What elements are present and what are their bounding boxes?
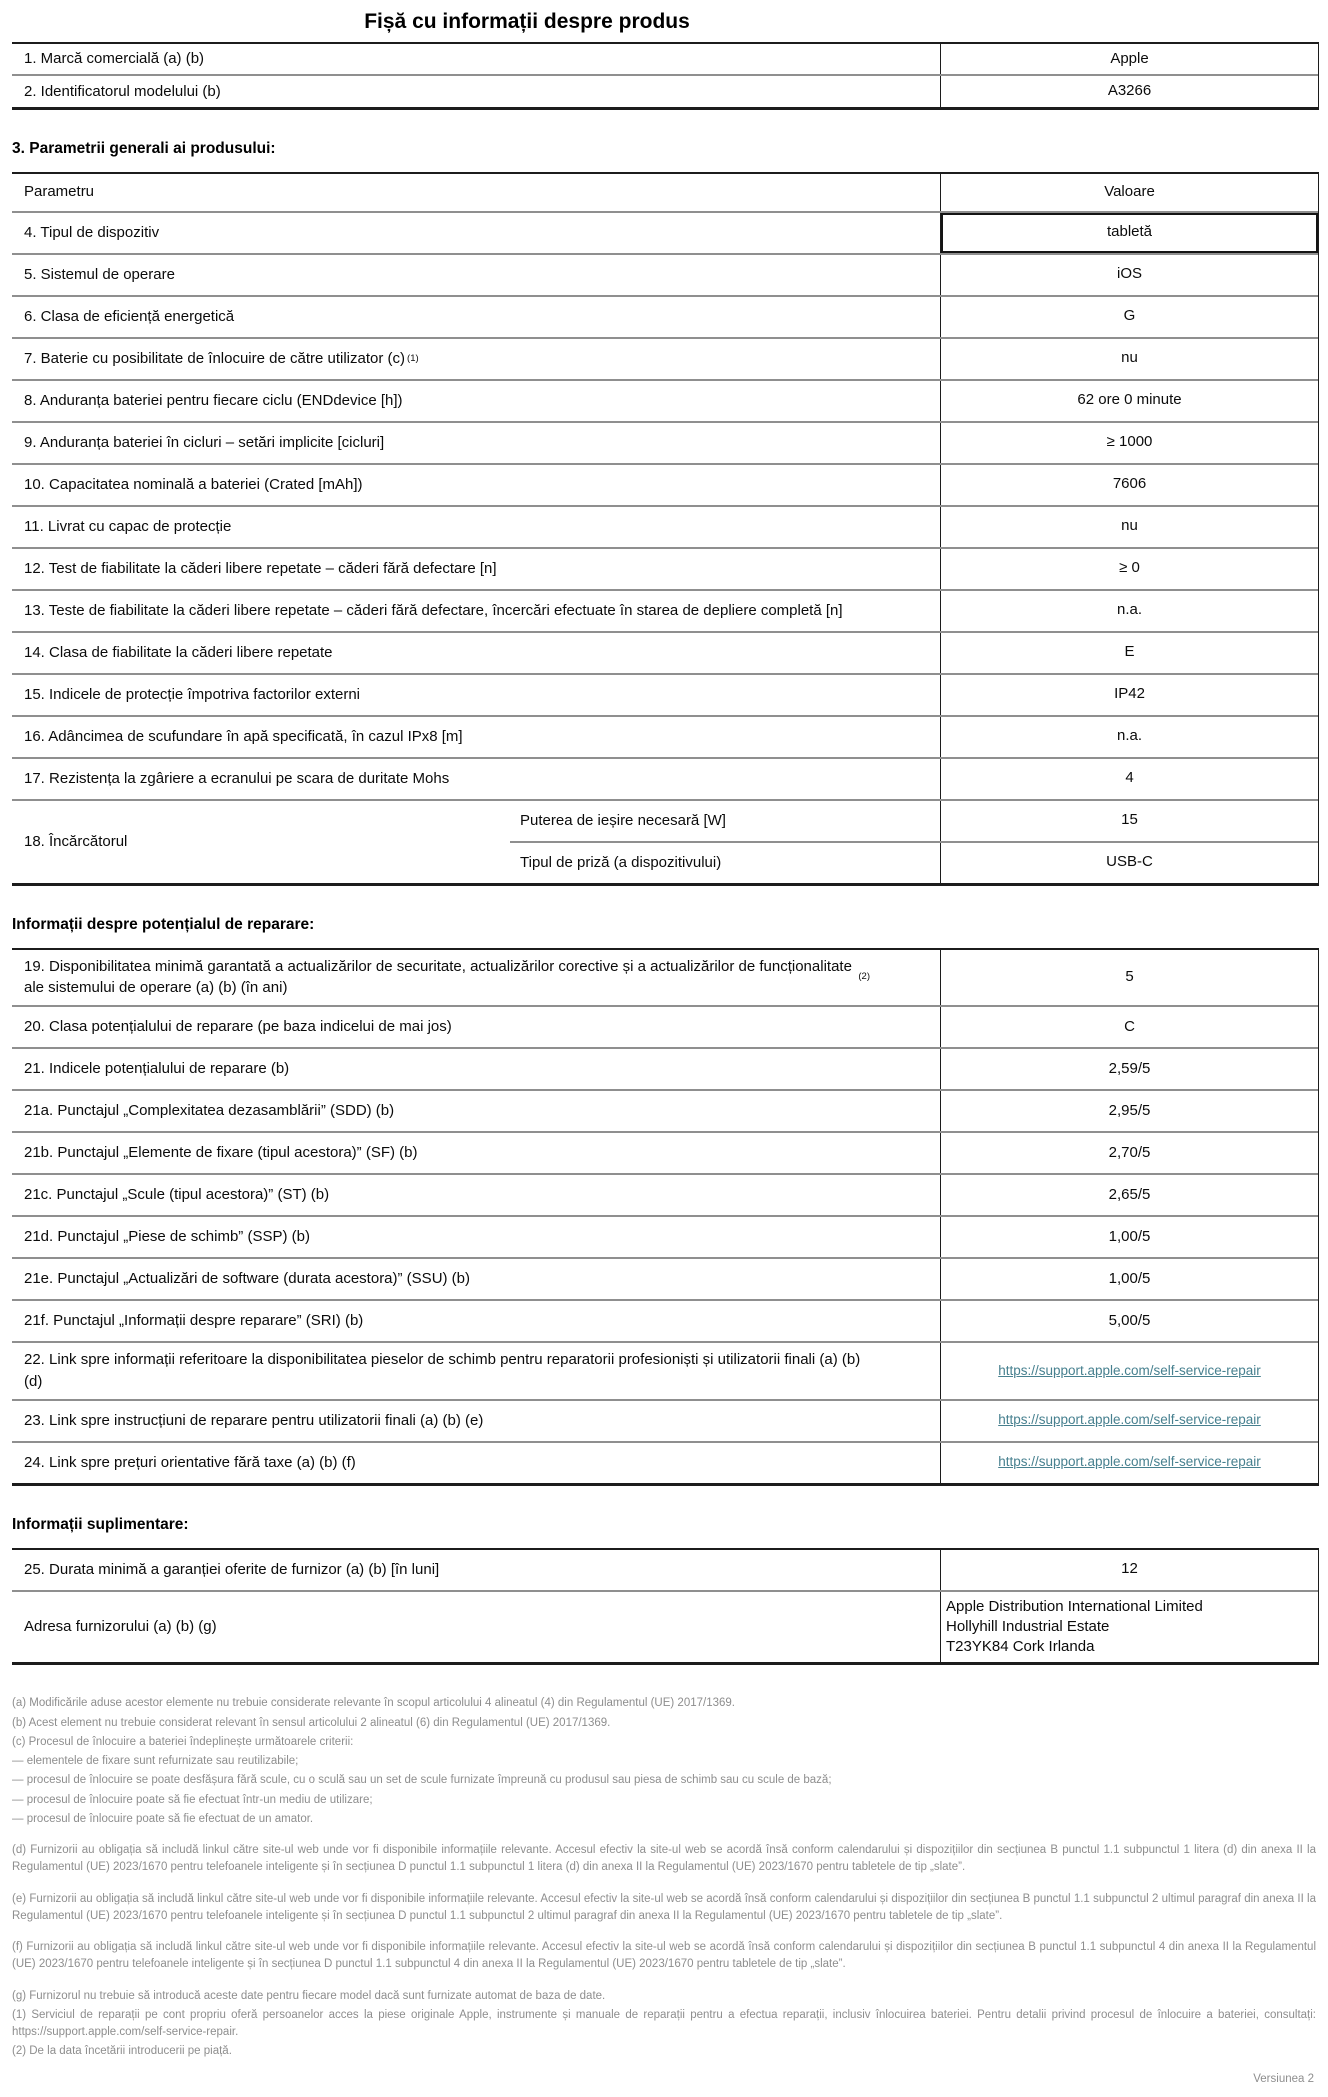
row-label: [12, 1133, 941, 1173]
row-value: 12: [1121, 1560, 1138, 1578]
table-row: [12, 44, 1318, 74]
row-label: [12, 549, 941, 589]
table-row: [12, 547, 1318, 589]
table-row: [12, 337, 1318, 379]
table-row: [12, 1257, 1318, 1299]
row-label-text: 22. Link spre informații referitoare la disponibilitatea pieselor de schimb pentru reparatorii profesioniști și utilizatorii finali (a) (b) (d): [24, 1351, 861, 1390]
table-row: [12, 1089, 1318, 1131]
charger-subrows: [510, 801, 1318, 883]
row-label: [12, 1550, 941, 1590]
row-label-text: 2. Identificatorul modelului (b): [24, 82, 221, 100]
row-value: C: [1124, 1017, 1135, 1035]
row-label-text: 16. Adâncimea de scufundare în apă specificată, în cazul IPx8 [m]: [24, 727, 463, 745]
data-table: [12, 1548, 1319, 1666]
row-label: [12, 297, 941, 337]
footnote: — elementele de fixare sunt refurnizate sau reutilizabile;: [12, 1755, 299, 1767]
row-label-text: 21e. Punctajul „Actualizări de software (durata acestora)” (SSU) (b): [24, 1270, 471, 1288]
row-value: n.a.: [1116, 727, 1143, 745]
footnote: — procesul de înlocuire se poate desfășura fără scule, cu o sculă sau un set de scule furnizate împreună cu produsul sau piesa de schimb sau cu scule de bază;: [12, 1774, 832, 1787]
footnote: — procesul de înlocuire poate să fie efectuat de un amator.: [12, 1812, 314, 1825]
row-label-text: 23. Link spre instrucțiuni de reparare pentru utilizatorii finali (a) (b) (e): [24, 1411, 484, 1429]
row-label-text: 14. Clasa de fiabilitate la căderi libere repetate: [24, 643, 333, 661]
row-label: [12, 801, 510, 883]
charger-subrow: [510, 841, 1318, 883]
table-row: [12, 799, 1318, 883]
tables-container: [12, 42, 1316, 1665]
row-label: [12, 1443, 941, 1483]
footnote: (e) Furnizorii au obligația să includă linkul către site-ul web unde vor fi disponibile informațiile relevante. Accesul efectiv la site-ul web se acordă însă conform calendarului și dispozițiilor din secțiunea B punctul 1.1 subpunctul 2 ultimul paragraf din anexa II la Regulamentul (UE) 2023/1670 pentru telefoanele inteligente și în secțiunea D punctul 1.1 subpunctul 2 ultimul paragraf din anexa II la Regulamentul (UE) 2023/1670 pentru tabletele de tip „slate”.: [12, 1892, 1316, 1922]
footnote: (d) Furnizorii au obligația să includă linkul către site-ul web unde vor fi disponibile informațiile relevante. Accesul efectiv la site-ul web se acordă însă conform calendarului și dispozițiilor din secțiunea B punctul 1.1 subpunctul 1 litera (d) din anexa II la Regulamentul (UE) 2023/1670 pentru telefoanele inteligente și în secțiunea D punctul 1.1 subpunctul 1 litera (d) din anexa II la Regulamentul (UE) 2023/1670 pentru tabletele de tip „slate”.: [12, 1844, 1316, 1874]
subrow-label: Puterea de ieșire necesară [W]: [510, 801, 941, 841]
row-value: [941, 1401, 1318, 1441]
row-label-text: 19. Disponibilitatea minimă garantată a actualizărilor de securitate, actualizărilor corective și a actualizărilor de funcționalitate ale sistemului de operare (a) (b) (în ani): [24, 957, 852, 997]
row-value: nu: [1121, 517, 1138, 535]
row-label-text: 21. Indicele potențialului de reparare (b): [24, 1060, 290, 1078]
row-label: [12, 1217, 941, 1257]
row-value: 2,95/5: [1108, 1101, 1151, 1119]
row-label-text: 8. Anduranța bateriei pentru fiecare ciclu (ENDdevice [h]): [24, 391, 403, 409]
footnote: (g) Furnizorul nu trebuie să introducă aceste date pentru fiecare model dacă sunt furnizate automat de baza de date.: [12, 1989, 606, 2002]
row-value: 1,00/5: [1108, 1227, 1151, 1245]
charger-subrow: [510, 801, 1318, 841]
row-value: 2,59/5: [1108, 1059, 1151, 1077]
table-row: [12, 1399, 1318, 1441]
repair-link[interactable]: https://support.apple.com/self-service-repair: [998, 1454, 1261, 1470]
selected-value-box: tabletă: [941, 213, 1318, 253]
table-row: [12, 950, 1318, 1006]
table-row: [12, 379, 1318, 421]
repair-link[interactable]: https://support.apple.com/self-service-repair: [998, 1412, 1261, 1428]
row-label: [12, 1175, 941, 1215]
table-row: [12, 1299, 1318, 1341]
row-label: [12, 507, 941, 547]
row-label: [12, 1401, 941, 1441]
row-value: 2,70/5: [1108, 1143, 1151, 1161]
row-value: 2,65/5: [1108, 1185, 1151, 1203]
row-label-text: 21c. Punctajul „Scule (tipul acestora)” (ST) (b): [24, 1186, 330, 1204]
row-label: [12, 1091, 941, 1131]
table-row: [12, 1341, 1318, 1399]
repair-link[interactable]: https://support.apple.com/self-service-repair: [998, 1362, 1261, 1378]
table-row: [12, 1005, 1318, 1047]
column-header-row: [12, 174, 1318, 211]
table-row: [12, 295, 1318, 337]
row-label: [12, 633, 941, 673]
table-row: [12, 74, 1318, 106]
row-label-text: 21b. Punctajul „Elemente de fixare (tipul acestora)” (SF) (b): [24, 1144, 418, 1162]
row-label: [12, 339, 941, 379]
row-value: [941, 1592, 1318, 1663]
table-row: [12, 1550, 1318, 1590]
row-label: [12, 1301, 941, 1341]
row-value: ≥ 0: [1119, 559, 1140, 577]
section-heading: 3. Parametrii generali ai produsului:: [12, 139, 276, 157]
row-value: 7606: [1112, 475, 1147, 493]
row-value: [941, 1343, 1318, 1399]
address-line: T23YK84 Cork Irlanda: [946, 1638, 1095, 1655]
table-row: [12, 463, 1318, 505]
row-label-text: 13. Teste de fiabilitate la căderi libere repetate – căderi fără defectare, încercări efectuate în starea de depliere completă [n]: [24, 601, 843, 619]
row-value: iOS: [1116, 265, 1142, 283]
row-label-text: Adresa furnizorului (a) (b) (g): [24, 1618, 217, 1635]
row-label: [12, 759, 941, 799]
address-line: Apple Distribution International Limited: [946, 1597, 1203, 1615]
row-label: [12, 1259, 941, 1299]
row-label: [12, 44, 941, 74]
row-label-text: 4. Tipul de dispozitiv: [24, 223, 160, 241]
data-table: [12, 948, 1319, 1486]
row-value: G: [1123, 307, 1136, 325]
footnote-ref: (2): [858, 971, 870, 983]
row-label-text: 6. Clasa de eficiență energetică: [24, 307, 235, 325]
row-label: [12, 381, 941, 421]
row-label-text: 25. Durata minimă a garanției oferite de furnizor (a) (b) [în luni]: [24, 1560, 440, 1578]
row-value: n.a.: [1116, 601, 1143, 619]
row-label-text: 9. Anduranța bateriei în cicluri – setări implicite [cicluri]: [24, 433, 385, 451]
row-label: [12, 255, 941, 295]
row-value: 1,00/5: [1108, 1269, 1151, 1287]
version-label: Versiunea 2: [1253, 2072, 1314, 2085]
row-value: IP42: [1114, 685, 1145, 703]
subrow-label: Tipul de priză (a dispozitivului): [510, 843, 941, 883]
row-label: [12, 465, 941, 505]
column-header-param: Parametru: [12, 174, 941, 211]
footnotes-section: [12, 1695, 1316, 2060]
row-label: [12, 76, 941, 106]
row-value: 15: [1121, 811, 1138, 829]
table-row: [12, 1215, 1318, 1257]
row-label: [12, 675, 941, 715]
footnote: (c) Procesul de înlocuire a bateriei îndeplinește următoarele criterii:: [12, 1735, 354, 1748]
footnote: (2) De la data încetării introducerii pe piață.: [12, 2045, 232, 2058]
row-label-text: 1. Marcă comercială (a) (b): [24, 50, 205, 68]
footnote: (1) Serviciul de reparații pe cont propriu oferă persoanelor acces la piese originale Apple, instrumente și manuale de reparații pentru a efectua reparații, inclusiv înlocuirea bateriei. Pentru detalii privind procesul de înlocuire a bateriei, consultați: https://support.apple.com/self-service-repair.: [12, 2008, 1316, 2038]
page-title: Fișă cu informații despre produs: [364, 10, 690, 33]
footnote: (b) Acest element nu trebuie considerat relevant în sensul articolului 2 alineatul (6) din Regulamentul (UE) 2017/1369.: [12, 1716, 611, 1729]
row-value: A3266: [1107, 82, 1152, 100]
row-label-text: 21a. Punctajul „Complexitatea dezasamblării” (SDD) (b): [24, 1102, 395, 1120]
row-value: 5: [1125, 968, 1134, 986]
table-row: [12, 1131, 1318, 1173]
footnote-ref: (1): [407, 352, 419, 364]
column-header-value: Valoare: [1104, 182, 1155, 200]
footnote: — procesul de înlocuire poate să fie efectuat într-un mediu de utilizare;: [12, 1793, 373, 1806]
row-value: 62 ore 0 minute: [1077, 391, 1182, 409]
row-value: [941, 1443, 1318, 1483]
table-row: [12, 673, 1318, 715]
table-row: [12, 1173, 1318, 1215]
table-row: [12, 715, 1318, 757]
row-value: 5,00/5: [1108, 1311, 1151, 1329]
row-label: [12, 1343, 941, 1399]
row-label-text: 20. Clasa potențialului de reparare (pe baza indicelui de mai jos): [24, 1018, 452, 1036]
footnote: (a) Modificările aduse acestor elemente nu trebuie considerate relevante în scopul articolului 4 alineatul (4) din Regulamentul (UE) 2017/1369.: [12, 1697, 735, 1710]
row-label: [12, 1049, 941, 1089]
row-label: [12, 423, 941, 463]
data-table: [12, 42, 1319, 110]
table-row: [12, 211, 1318, 253]
table-row: [12, 631, 1318, 673]
footnote: (f) Furnizorii au obligația să includă linkul către site-ul web unde vor fi disponibile informațiile relevante. Accesul efectiv la site-ul web se acordă însă conform calendarului și dispozițiilor din secțiunea B punctul 1.1 subpunctul 4 din anexa II la Regulamentul (UE) 2023/1670 pentru telefoanele inteligente și în secțiunea D punctul 1.1 subpunctul 4 din anexa II la Regulamentul (UE) 2023/1670 pentru tabletele de tip „slate”.: [12, 1941, 1316, 1971]
row-label-text: 21f. Punctajul „Informații despre reparare” (SRI) (b): [24, 1312, 364, 1330]
table-row: [12, 1047, 1318, 1089]
row-label-text: 7. Baterie cu posibilitate de înlocuire de către utilizator (c): [24, 349, 406, 367]
row-label-text: 12. Test de fiabilitate la căderi libere repetate – căderi fără defectare [n]: [24, 559, 497, 577]
row-label-text: 18. Încărcătorul: [24, 832, 128, 850]
row-value: 4: [1125, 769, 1134, 787]
row-value: ≥ 1000: [1106, 433, 1153, 451]
table-row: [12, 589, 1318, 631]
row-label: [12, 1592, 941, 1663]
row-label-text: 10. Capacitatea nominală a bateriei (Crated [mAh]): [24, 475, 363, 493]
data-table: [12, 172, 1319, 886]
row-label-text: 5. Sistemul de operare: [24, 265, 175, 283]
address-line: Hollyhill Industrial Estate: [946, 1617, 1110, 1635]
row-label-text: 11. Livrat cu capac de protecție: [24, 517, 232, 535]
section-heading: Informații suplimentare:: [12, 1515, 189, 1533]
row-value: Apple: [1110, 50, 1149, 67]
row-label: [12, 717, 941, 757]
table-row: [12, 421, 1318, 463]
row-value: E: [1124, 643, 1135, 661]
table-row: [12, 1441, 1318, 1483]
row-label-text: 21d. Punctajul „Piese de schimb” (SSP) (b): [24, 1228, 310, 1246]
row-label: [12, 1007, 941, 1047]
row-label-text: 17. Rezistența la zgâriere a ecranului pe scara de duritate Mohs: [24, 769, 450, 787]
row-value: USB-C: [1106, 853, 1153, 871]
table-row: [12, 505, 1318, 547]
row-label: [12, 213, 941, 253]
row-label-text: 24. Link spre prețuri orientative fără taxe (a) (b) (f): [24, 1453, 356, 1471]
table-row: [12, 1590, 1318, 1663]
row-label-text: 15. Indicele de protecție împotriva factorilor externi: [24, 685, 360, 703]
table-row: [12, 757, 1318, 799]
row-value: nu: [1121, 349, 1138, 367]
table-row: [12, 253, 1318, 295]
section-heading: Informații despre potențialul de reparare:: [12, 915, 315, 933]
row-label: [12, 950, 941, 1006]
row-label: [12, 591, 941, 631]
